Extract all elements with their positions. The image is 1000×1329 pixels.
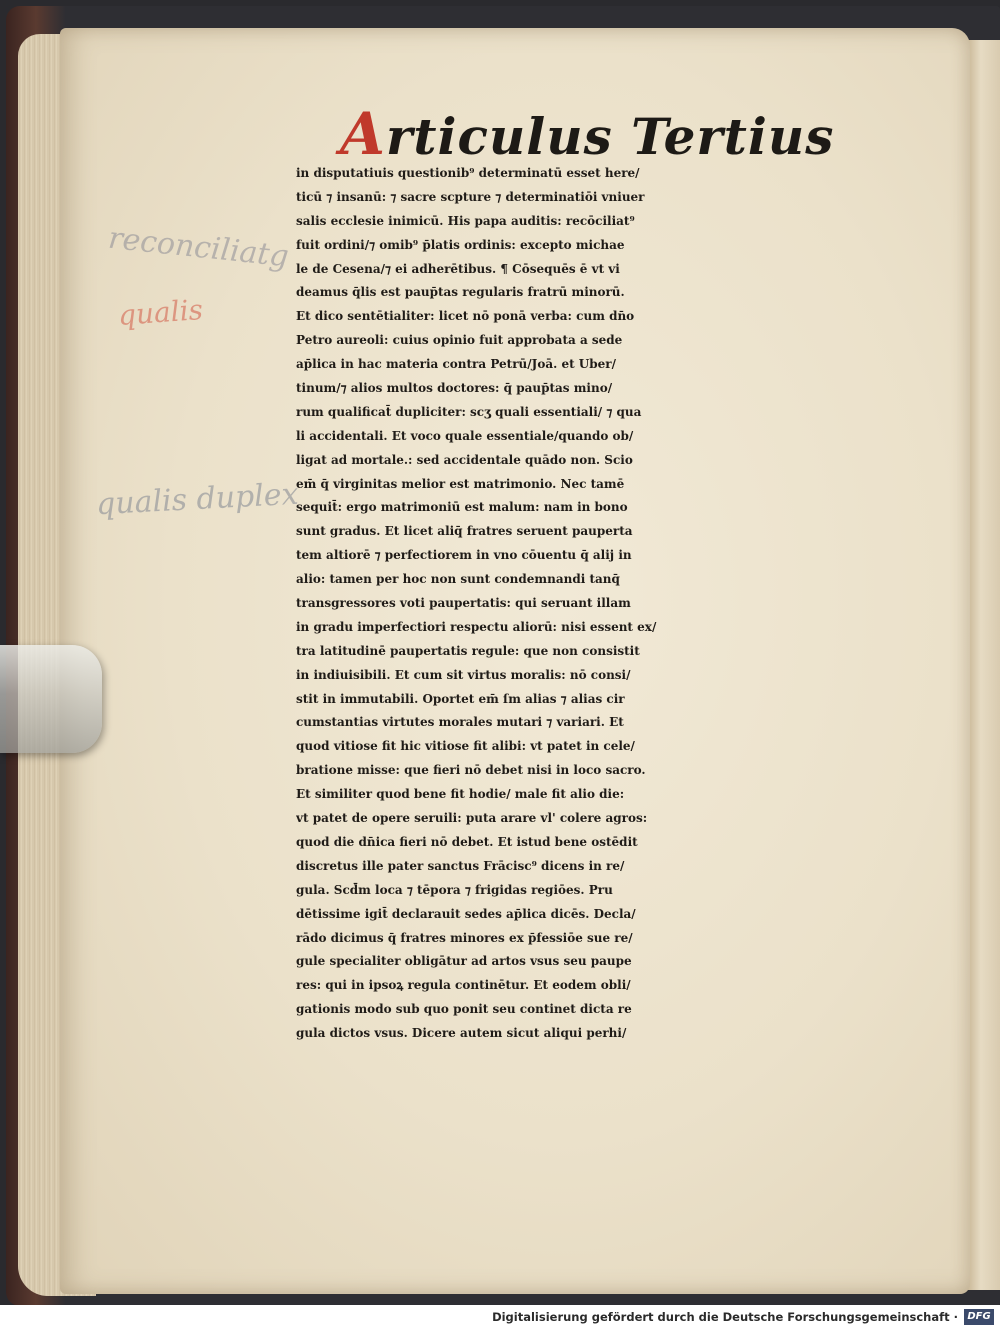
text-line: salis ecclesie inimicū. His papa auditis: recōciliat⁹ xyxy=(296,213,635,228)
text-line: cumstantias virtutes morales mutari ⁊ variari. Et xyxy=(296,715,624,730)
text-line: gule specialiter obligātur ad artos vsus seu paupe xyxy=(296,954,632,969)
text-line: stit in immutabili. Oportet em̄ ſm alias ⁊ alias cir xyxy=(296,691,625,706)
footer-credit: Digitalisierung gefördert durch die Deutsche Forschungsgemeinschaft · xyxy=(492,1310,958,1324)
text-line: in gradu imperfectiori respectu aliorū: nisi essent ex/ xyxy=(296,619,657,634)
text-line: transgressores voti paupertatis: qui seruant illam xyxy=(296,596,631,611)
text-block xyxy=(296,162,876,1046)
page-clip xyxy=(0,645,102,753)
text-line: res: qui in ipsoꝝ regula continētur. Et eodem obli/ xyxy=(296,978,631,993)
text-line: gationis modo sub quo ponit seu continet dicta re xyxy=(296,1002,632,1017)
text-line: rum qualificat̄ dupliciter: scʒ quali essentiali/ ⁊ qua xyxy=(296,404,642,419)
text-line: alio: tamen per hoc non sunt condemnandi tanq̄ xyxy=(296,572,620,587)
text-line: Et similiter quod bene fit hodie/ male fit alio die: xyxy=(296,787,625,802)
text-line: quod vitiose fit hic vitiose fit alibi: vt patet in cele/ xyxy=(296,739,635,754)
text-line: discretus ille pater sanctus Frācisc⁹ dicens in re/ xyxy=(296,858,625,873)
text-line: sequit̄: ergo matrimoniū est malum: nam in bono xyxy=(296,500,628,515)
marginal-note-1: reconciliatg xyxy=(106,220,291,275)
footer-bar xyxy=(0,1305,1000,1329)
text-line: ap̄lica in hac materia contra Petrū/Joā. et Uber/ xyxy=(296,357,616,372)
text-line: gula. Scd̄m loca ⁊ tēpora ⁊ frigidas regiōes. Pru xyxy=(296,882,613,897)
text-line: Petro aureoli: cuius opinio fuit approbata a sede xyxy=(296,333,623,348)
text-line: sunt gradus. Et licet aliq̄ fratres seruent pauperta xyxy=(296,524,633,539)
text-line: fuit ordini/⁊ omib⁹ p̄latis ordinis: excepto michae xyxy=(296,237,625,252)
text-line: quod die dn̄ica fieri nō debet. Et istud bene ostēdit xyxy=(296,834,638,849)
heading-initial: A xyxy=(340,100,387,168)
text-line: ligat ad mortale.: sed accidentale quādo non. Scio xyxy=(296,452,633,467)
text-line: vt patet de opere seruili: puta arare vl' colere agros: xyxy=(296,811,648,826)
text-line: le de Cesena/⁊ ei adherētibus. ¶ Cōsequēs ē vt vi xyxy=(296,261,620,276)
text-line: dētissime igit̄ declarauit sedes ap̄lica dicēs. Decla/ xyxy=(296,906,636,921)
text-line: tinum/⁊ alios multos doctores: q̄ paup̄tas mino/ xyxy=(296,381,613,396)
text-line: deamus q̄lis est paup̄tas regularis fratrū minorū. xyxy=(296,285,625,300)
text-line: bratione misse: que fieri nō debet nisi in loco sacro. xyxy=(296,763,646,778)
heading-rest: rticulus Tertius xyxy=(386,107,835,166)
text-line: ticū ⁊ insanū: ⁊ sacre scpture ⁊ determinatiōi vniuer xyxy=(296,189,645,204)
text-line: in disputatiuis questionib⁹ determinatū esset here/ xyxy=(296,166,640,180)
dfg-logo-icon: DFG xyxy=(964,1309,994,1325)
text-line: em̄ q̄ virginitas melior est matrimonio. Nec tamē xyxy=(296,476,625,491)
text-line: in indiuisibili. Et cum sit virtus moralis: nō consi/ xyxy=(296,667,631,682)
marginal-note-2: qualis xyxy=(116,293,204,332)
text-line: Et dico sentētialiter: licet nō ponā verba: cum dn̄o xyxy=(296,309,635,324)
text-line: rādo dicimus q̄ fratres minores ex p̄fessiōe sue re/ xyxy=(296,930,633,945)
text-line: li accidentali. Et voco quale essentiale/quando ob/ xyxy=(296,428,634,443)
page-heading xyxy=(340,100,860,168)
text-line: tra latitudinē paupertatis regule: que non consistit xyxy=(296,643,640,658)
text-line: tem altiorē ⁊ perfectiorem in vno cōuentu q̄ alij in xyxy=(296,548,632,563)
text-line: gula dictos vsus. Dicere autem sicut aliqui perhi/ xyxy=(296,1026,627,1041)
marginal-note-3: qualis duplex xyxy=(95,476,300,523)
opposite-page-edge xyxy=(968,40,1000,1290)
